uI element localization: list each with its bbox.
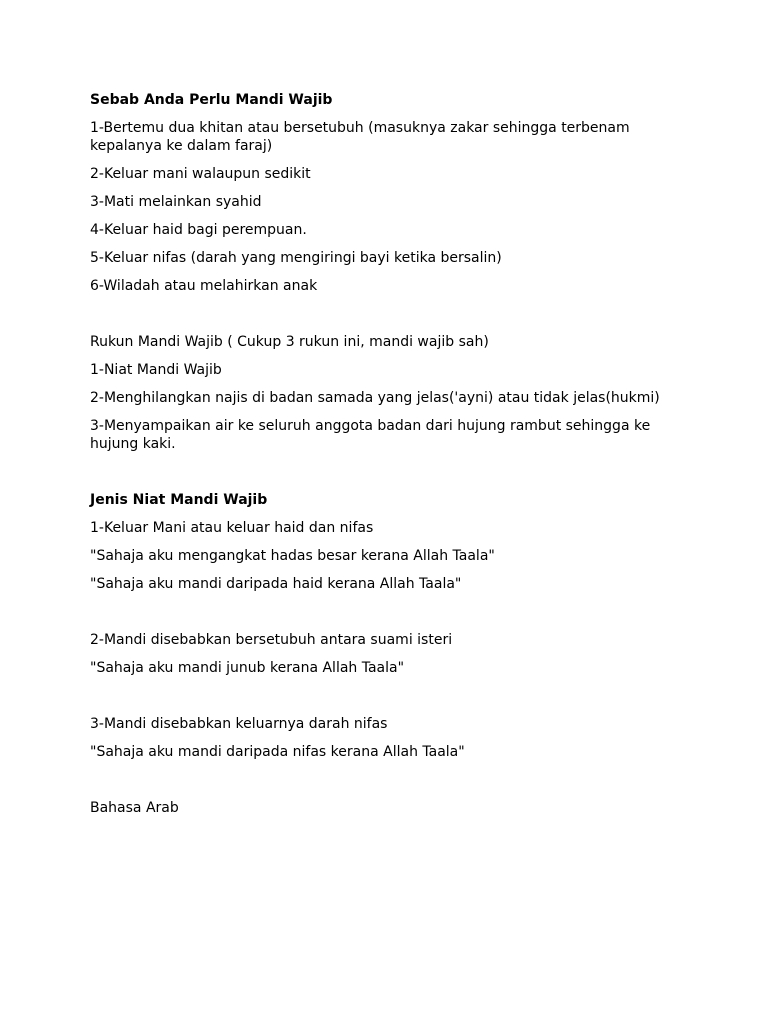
list-item: 1-Niat Mandi Wajib: [90, 362, 222, 378]
footer-text: Bahasa Arab: [90, 800, 179, 816]
list-item: 2-Menghilangkan najis di badan samada yang jelas('ayni) atau tidak jelas(hukmi): [90, 390, 660, 406]
section-heading-jenis-niat: Jenis Niat Mandi Wajib: [90, 492, 268, 508]
list-item: 2-Keluar mani walaupun sedikit: [90, 166, 311, 182]
spacer: [90, 463, 690, 491]
section-heading-sebab: Sebab Anda Perlu Mandi Wajib: [90, 92, 333, 108]
spacer: [90, 305, 690, 333]
list-item: 4-Keluar haid bagi perempuan.: [90, 222, 307, 238]
niat-group-title: 1-Keluar Mani atau keluar haid dan nifas: [90, 520, 374, 536]
list-item: 3-Menyampaikan air ke seluruh anggota badan dari hujung rambut sehingga ke hujung kaki.: [90, 418, 651, 452]
list-item: 6-Wiladah atau melahirkan anak: [90, 278, 318, 294]
list-item: 3-Mati melainkan syahid: [90, 194, 262, 210]
list-item: 1-Bertemu dua khitan atau bersetubuh (masuknya zakar sehingga terbenam kepalanya ke dalam faraj): [90, 120, 630, 154]
niat-line: "Sahaja aku mandi daripada haid kerana Allah Taala": [90, 576, 462, 592]
section-heading-rukun: Rukun Mandi Wajib ( Cukup 3 rukun ini, mandi wajib sah): [90, 334, 489, 350]
niat-line: "Sahaja aku mandi daripada nifas kerana Allah Taala": [90, 744, 465, 760]
spacer: [90, 771, 690, 799]
niat-line: "Sahaja aku mengangkat hadas besar kerana Allah Taala": [90, 548, 495, 564]
niat-group-title: 3-Mandi disebabkan keluarnya darah nifas: [90, 716, 388, 732]
niat-line: "Sahaja aku mandi junub kerana Allah Taala": [90, 660, 405, 676]
document-body: [90, 91, 690, 827]
spacer: [90, 687, 690, 715]
spacer: [90, 603, 690, 631]
niat-group-title: 2-Mandi disebabkan bersetubuh antara suami isteri: [90, 632, 453, 648]
list-item: 5-Keluar nifas (darah yang mengiringi bayi ketika bersalin): [90, 250, 502, 266]
